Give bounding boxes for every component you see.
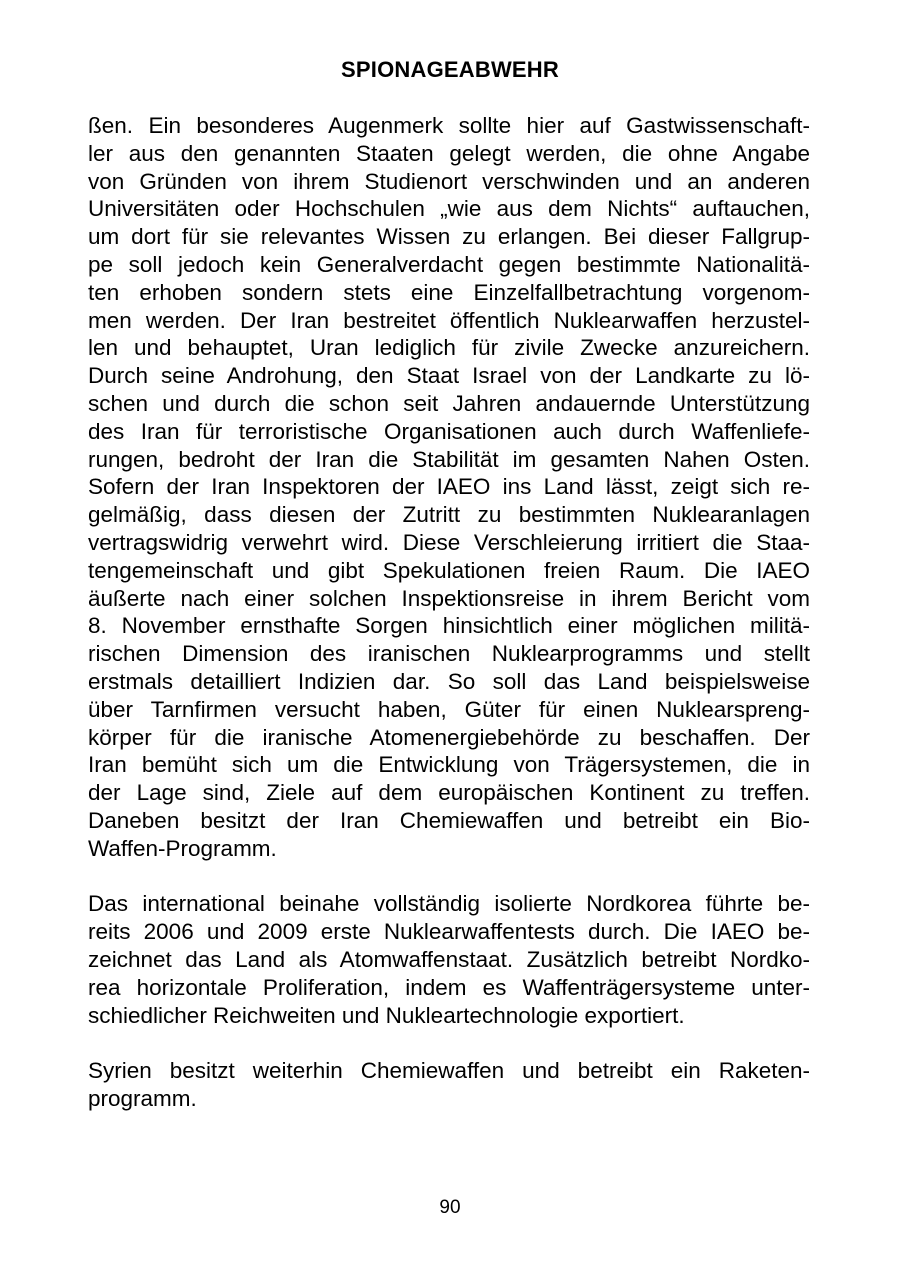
text-line: Das international beinahe vollständig isolierte Nordkorea führte be- xyxy=(88,891,810,917)
paragraph-iran xyxy=(88,112,810,863)
text-line: Syrien besitzt weiterhin Chemiewaffen und betreibt ein Raketen- xyxy=(88,1058,810,1084)
text-line: vertragswidrig verwehrt wird. Diese Verschleierung irritiert die Staa- xyxy=(88,529,810,555)
text-line: reits 2006 und 2009 erste Nuklearwaffentests durch. Die IAEO be- xyxy=(88,919,810,945)
text-line: Daneben besitzt der Iran Chemiewaffen und betreibt ein Bio- xyxy=(88,807,810,833)
text-line: rungen, bedroht der Iran die Stabilität im gesamten Nahen Osten. xyxy=(88,446,810,472)
running-header-title: SPIONAGEABWEHR xyxy=(341,57,559,82)
paragraph-syrien xyxy=(88,1057,810,1113)
text-line: um dort für sie relevantes Wissen zu erlangen. Bei dieser Fallgrup- xyxy=(88,224,810,250)
text-line: schiedlicher Reichweiten und Nukleartechnologie exportiert. xyxy=(88,1002,685,1028)
text-line: ßen. Ein besonderes Augenmerk sollte hier auf Gastwissenschaft- xyxy=(88,113,810,138)
text-line: über Tarnfirmen versucht haben, Güter für einen Nuklearspreng- xyxy=(88,696,810,722)
text-line: des Iran für terroristische Organisationen auch durch Waffenliefe- xyxy=(88,418,810,444)
text-line: Waffen-Programm. xyxy=(88,835,277,861)
text-line: tengemeinschaft und gibt Spekulationen freien Raum. Die IAEO xyxy=(88,557,810,583)
text-line: Sofern der Iran Inspektoren der IAEO ins Land lässt, zeigt sich re- xyxy=(88,474,810,500)
text-line: programm. xyxy=(88,1085,197,1111)
text-line: pe soll jedoch kein Generalverdacht gegen bestimmte Nationalitä- xyxy=(88,251,810,277)
text-line: men werden. Der Iran bestreitet öffentlich Nuklearwaffen herzustel- xyxy=(88,307,810,333)
text-line: ten erhoben sondern stets eine Einzelfallbetrachtung vorgenom- xyxy=(88,279,810,305)
text-line: rea horizontale Proliferation, indem es Waffenträgersysteme unter- xyxy=(88,974,810,1000)
page-number: 90 xyxy=(439,1197,461,1218)
text-line: 8. November ernsthafte Sorgen hinsichtlich einer möglichen militä- xyxy=(88,613,810,639)
paragraph-spacer xyxy=(88,1029,810,1057)
text-line: rischen Dimension des iranischen Nuklearprogramms und stellt xyxy=(88,641,810,667)
text-line: der Lage sind, Ziele auf dem europäischen Kontinent zu treffen. xyxy=(88,780,810,806)
text-line: erstmals detailliert Indizien dar. So soll das Land beispielsweise xyxy=(88,668,810,694)
text-line: körper für die iranische Atomenergiebehörde zu beschaffen. Der xyxy=(88,724,810,750)
text-line: Durch seine Androhung, den Staat Israel von der Landkarte zu lö- xyxy=(88,363,810,389)
text-line: len und behauptet, Uran lediglich für zivile Zwecke anzureichern. xyxy=(88,335,810,361)
text-line: Iran bemüht sich um die Entwicklung von Trägersystemen, die in xyxy=(88,752,810,778)
text-line: schen und durch die schon seit Jahren andauernde Unterstützung xyxy=(88,390,810,416)
paragraph-nordkorea xyxy=(88,890,810,1029)
body-text xyxy=(88,112,810,1113)
text-line: ler aus den genannten Staaten gelegt werden, die ohne Angabe xyxy=(88,140,810,166)
paragraph-spacer xyxy=(88,863,810,891)
text-line: gelmäßig, dass diesen der Zutritt zu bestimmten Nuklearanlagen xyxy=(88,502,810,528)
text-line: Universitäten oder Hochschulen „wie aus dem Nichts“ auftauchen, xyxy=(88,196,810,222)
text-line: äußerte nach einer solchen Inspektionsreise in ihrem Bericht vom xyxy=(88,585,810,611)
text-line: von Gründen von ihrem Studienort verschwinden und an anderen xyxy=(88,168,810,194)
text-line: zeichnet das Land als Atomwaffenstaat. Zusätzlich betreibt Nordko- xyxy=(88,946,810,972)
